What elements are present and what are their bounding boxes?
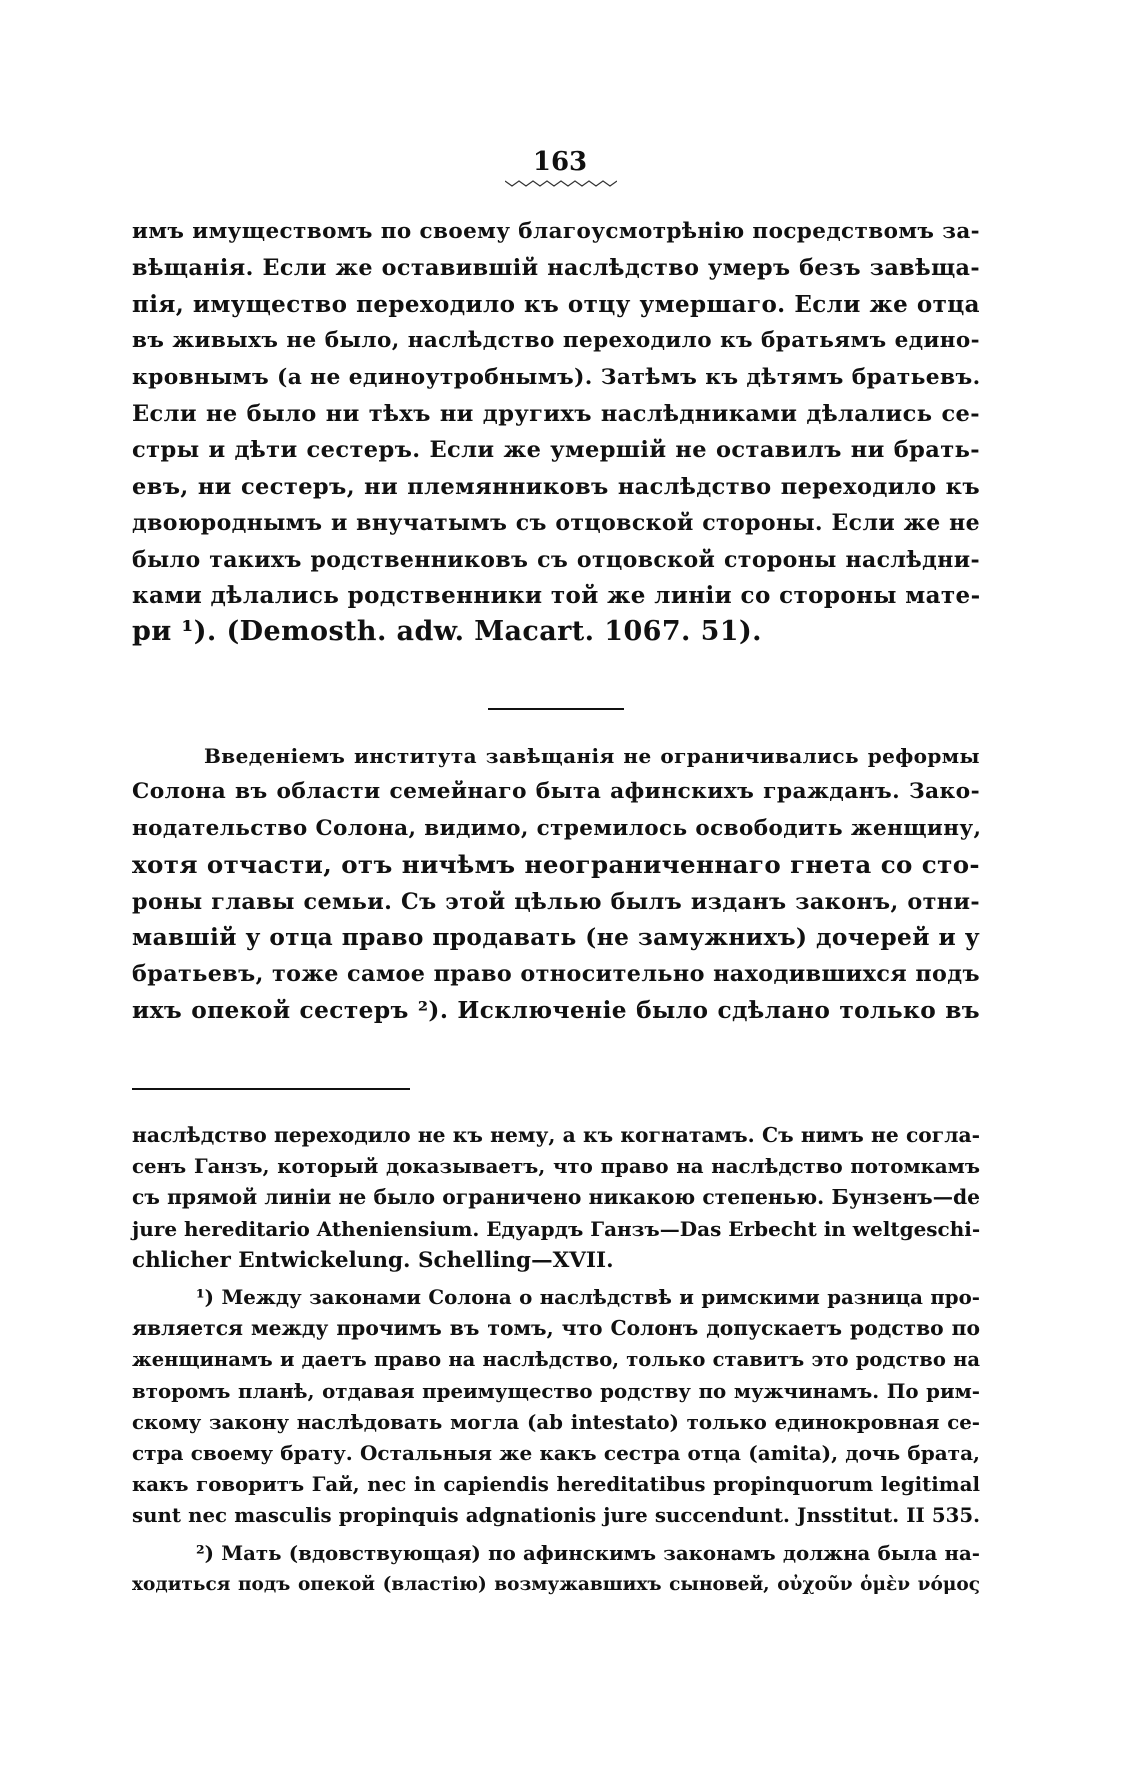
text-line: двоюроднымъ и внучатымъ съ отцовской стороны. Если же не <box>132 510 980 537</box>
text-line: роны главы семьи. Съ этой цѣлью былъ изданъ законъ, отни- <box>132 888 980 915</box>
text-line: вѣщанія. Если же оставившій наслѣдство умеръ безъ завѣща- <box>132 255 980 282</box>
footnote-line: какъ говоритъ Гай, nec in capiendis hereditatibus propinquorum legitimal <box>132 1472 980 1497</box>
page-number-ornament <box>505 178 617 188</box>
footnote-2 <box>132 1538 980 1600</box>
text-line: евъ, ни сестеръ, ни племянниковъ наслѣдство переходило къ <box>132 473 980 500</box>
footnote-line: chlicher Entwickelung. Schelling—XVII. <box>132 1247 614 1273</box>
page-number: 163 <box>532 147 588 177</box>
text-line: въ живыхъ не было, наслѣдство переходило къ братьямъ едино- <box>132 328 980 354</box>
text-line: ками дѣлались родственники той же линіи со стороны мате- <box>132 582 981 610</box>
footnote-line: женщинамъ и даетъ право на наслѣдство, только ставитъ это родство на <box>132 1348 980 1372</box>
footnote-line: jure hereditario Atheniensium. Едуардъ Ганзъ—Das Erbecht in weltgeschi- <box>132 1216 981 1241</box>
footnotes <box>132 1120 980 1600</box>
footnote-line: съ прямой линіи не было ограничено никакою степенью. Бунзенъ—de <box>132 1185 980 1210</box>
footnote-line: второмъ планѣ, отдавая преимущество родству по мужчинамъ. По рим- <box>132 1378 980 1403</box>
text-line: братьевъ, тоже самое право относительно находившихся подъ <box>132 961 980 988</box>
text-line: стры и дѣти сестеръ. Если же умершій не оставилъ ни брать- <box>132 437 980 464</box>
paragraph-solon-reforms <box>132 738 980 1029</box>
footnote-line: ходиться подъ опекой (властію) возмужавшихъ сыновей, οὐχοῦν ὁμὲν νόμος <box>132 1573 980 1595</box>
text-line: Введеніемъ института завѣщанія не ограничивались реформы <box>204 744 980 768</box>
paragraph-inheritance <box>132 214 980 651</box>
text-line: Солона въ области семейнаго быта афинскихъ гражданъ. Зако- <box>132 779 980 805</box>
footnote-line: ¹) Между законами Солона о наслѣдствѣ и римскими разница про- <box>196 1285 980 1310</box>
footnote-line: стра своему брату. Остальныя же какъ сестра отца (amita), дочь брата, <box>132 1441 980 1466</box>
footnote-line: sunt nec masculis propinquis adgnationis jure succendunt. Jnsstitut. II 535. <box>132 1503 980 1528</box>
footnote-1 <box>132 1282 980 1532</box>
text-line: хотя отчасти, отъ ничѣмъ неограниченнаго гнета со сто- <box>132 850 980 880</box>
text-line: мавшій у отца право продавать (не замужнихъ) дочерей и у <box>132 924 980 952</box>
text-line: пія, имущество переходило къ отцу умершаго. Если же отца <box>132 290 980 318</box>
text-line: ри ¹). (Demosth. adw. Macart. 1067. 51). <box>132 616 762 648</box>
footnote-line: скому закону наслѣдовать могла (ab intestato) только единокровная се- <box>132 1409 980 1434</box>
footnote-line: наслѣдство переходило не къ нему, а къ когнатамъ. Съ нимъ не согла- <box>132 1123 980 1147</box>
text-line: имъ имуществомъ по своему благоусмотрѣнію посредствомъ за- <box>132 219 980 244</box>
footnote-continuation <box>132 1120 980 1276</box>
footnote-line: ²) Мать (вдовствующая) по афинскимъ законамъ должна была на- <box>196 1540 980 1565</box>
section-divider <box>488 708 624 710</box>
text-line: Если не было ни тѣхъ ни другихъ наслѣдниками дѣлались се- <box>132 401 980 428</box>
text-line: ихъ опекой сестеръ ²). Исключеніе было сдѣлано только въ <box>132 996 980 1024</box>
footnote-line: является между прочимъ въ томъ, что Солонъ допускаетъ родство по <box>132 1316 980 1341</box>
footnote-divider <box>132 1088 410 1090</box>
text-line: было такихъ родственниковъ съ отцовской стороны наслѣдни- <box>132 546 980 573</box>
text-line: кровнымъ (а не единоутробнымъ). Затѣмъ къ дѣтямъ братьевъ. <box>132 364 981 390</box>
footnote-line: сенъ Ганзъ, который доказываетъ, что право на наслѣдство потомкамъ <box>132 1154 980 1179</box>
text-line: нодательство Солона, видимо, стремилось освободить женщину, <box>132 815 982 841</box>
